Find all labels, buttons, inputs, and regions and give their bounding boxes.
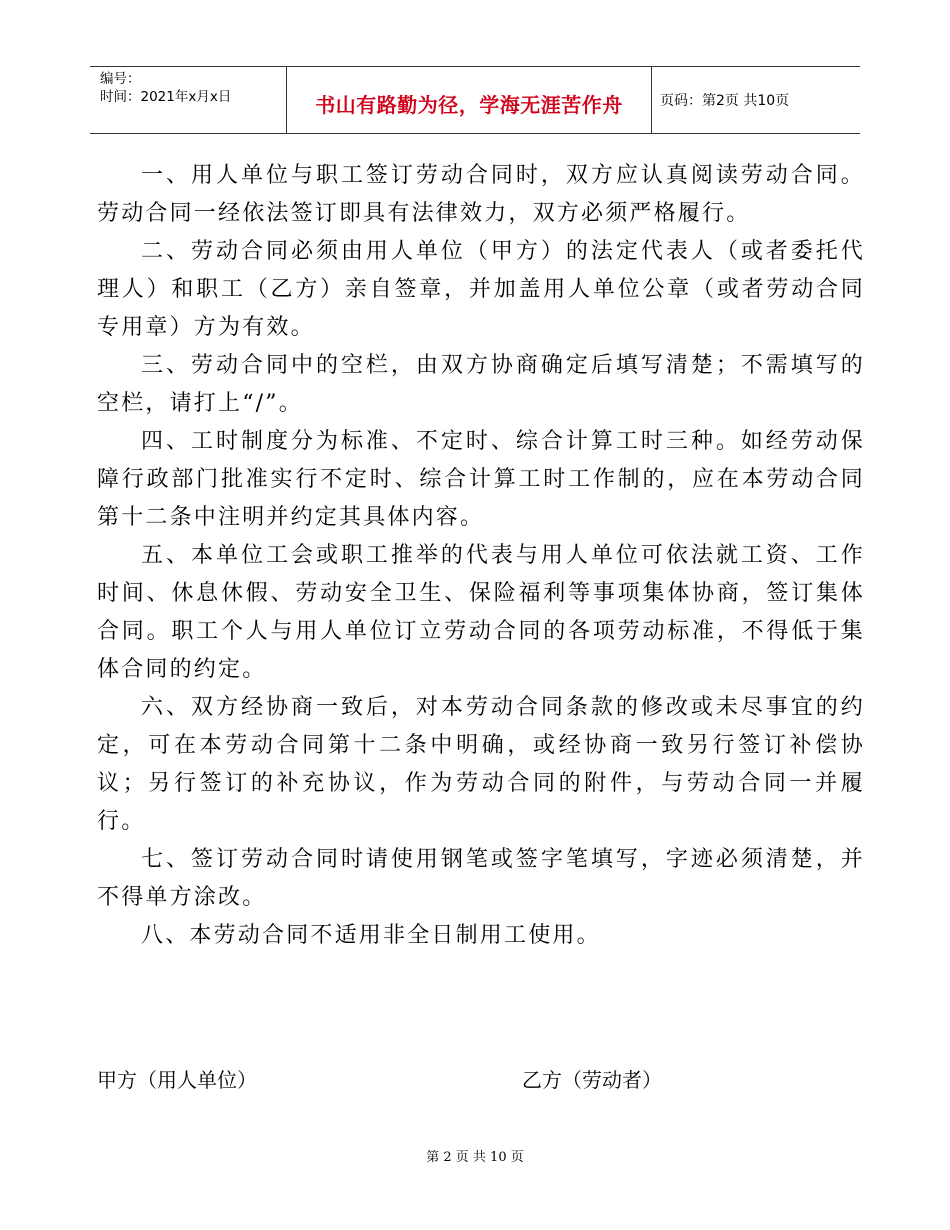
footer-page-number: 第 2 页 共 10 页: [426, 1150, 524, 1165]
page-footer: [0, 1146, 950, 1165]
header-motto: 书山有路勤为径，学海无涯苦作舟: [315, 93, 623, 117]
party-b-label: 乙方（劳动者）: [522, 1068, 662, 1092]
header-page-cell: [652, 67, 860, 133]
instruction-paragraph: 四、工时制度分为标准、不定时、综合计算工时三种。如经劳动保障行政部门批准实行不定时、综合计算工时工作制的，应在本劳动合同第十二条中注明并约定其具体内容。: [97, 429, 865, 530]
instruction-paragraph: 三、劳动合同中的空栏，由双方协商确定后填写清楚；不需填写的空栏，请打上“/”。: [97, 353, 865, 416]
instruction-paragraph: 五、本单位工会或职工推举的代表与用人单位可依法就工资、工作时间、休息休假、劳动安全卫生、保险福利等事项集体协商，签订集体合同。职工个人与用人单位订立劳动合同的各项劳动标准，不得低于集体合同的约定。: [97, 543, 865, 682]
document-number-label: 编号：: [100, 71, 141, 87]
signature-block: [97, 1064, 865, 1094]
party-a-label: 甲方（用人单位）: [97, 1068, 257, 1092]
header-meta-cell: [90, 67, 287, 133]
header-page-info: 页码：第2页 共10页: [660, 93, 790, 109]
instruction-paragraph: 七、签订劳动合同时请使用钢笔或签字笔填写，字迹必须清楚，并不得单方涂改。: [97, 847, 865, 910]
instruction-paragraph: 八、本劳动合同不适用非全日制用工使用。: [141, 923, 601, 948]
header-motto-cell: [287, 67, 652, 133]
contract-instructions: [97, 157, 865, 955]
document-date: 时间：2021年x月x日: [100, 89, 232, 105]
document-header: [90, 66, 860, 134]
instruction-paragraph: 一、用人单位与职工签订劳动合同时，双方应认真阅读劳动合同。劳动合同一经依法签订即具有法律效力，双方必须严格履行。: [97, 163, 865, 226]
instruction-paragraph: 二、劳动合同必须由用人单位（甲方）的法定代表人（或者委托代理人）和职工（乙方）亲自签章，并加盖用人单位公章（或者劳动合同专用章）方为有效。: [97, 239, 865, 340]
instruction-paragraph: 六、双方经协商一致后，对本劳动合同条款的修改或未尽事宜的约定，可在本劳动合同第十二条中明确，或经协商一致另行签订补偿协议；另行签订的补充协议，作为劳动合同的附件，与劳动合同一并履行。: [97, 695, 865, 834]
